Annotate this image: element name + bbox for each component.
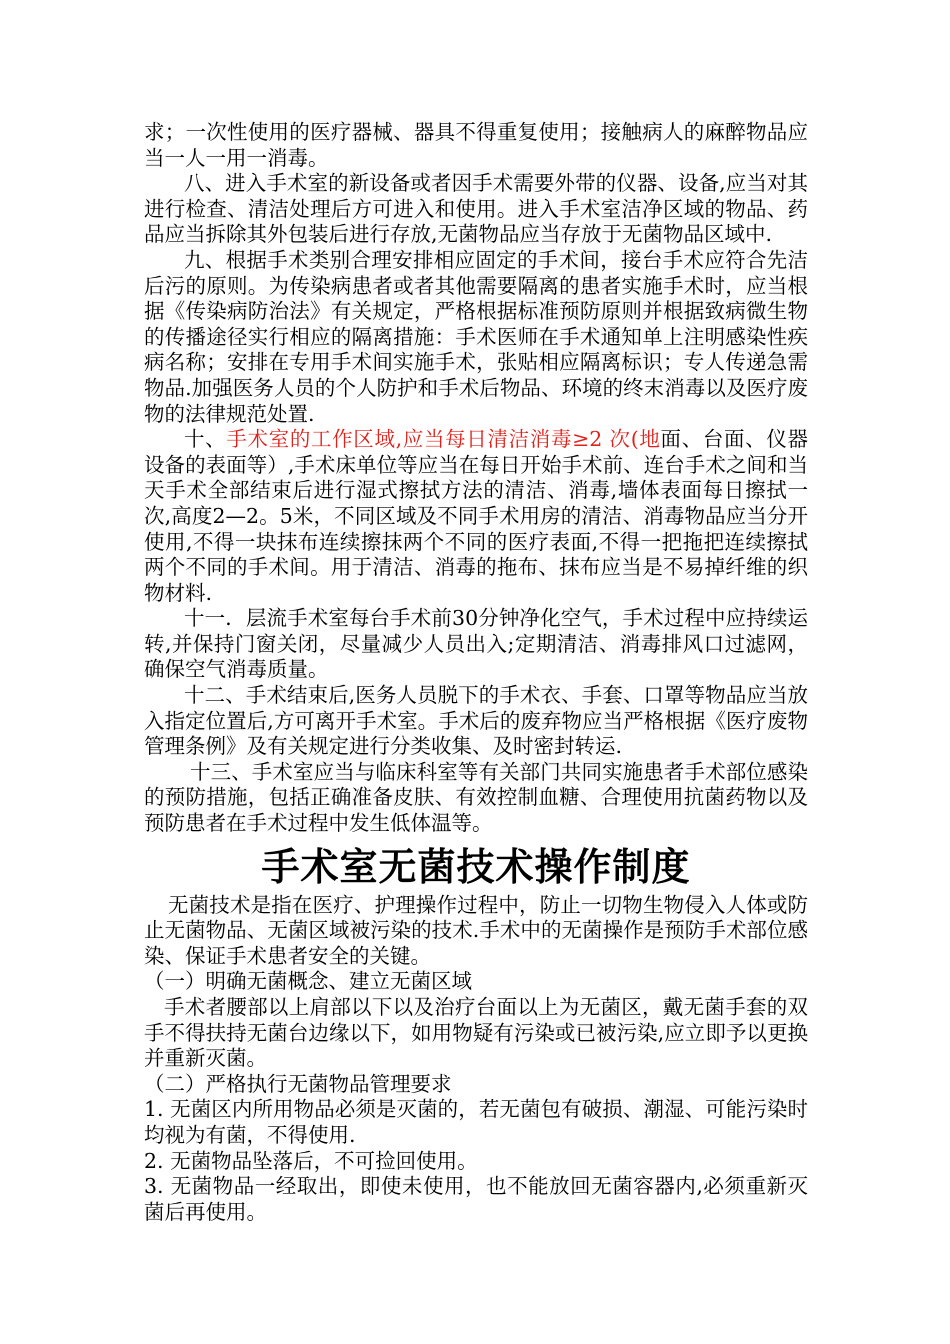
paragraph-10-prefix: 十、: [184, 427, 227, 452]
section-title: 手术室无菌技术操作制度: [261, 844, 691, 889]
list-item-2: 2. 无菌物品坠落后，不可捡回使用。: [144, 1148, 478, 1173]
intro-paragraph: 无菌技术是指在医疗、护理操作过程中，防止一切物生物侵入人体或防止无菌物品、无菌区域被污染的技术.手术中的无菌操作是预防手术部位感染、保证手术患者安全的关键。: [144, 892, 808, 968]
subheading-2: （二）严格执行无菌物品管理要求: [144, 1071, 452, 1096]
list-item-1: 1. 无菌区内所用物品必须是灭菌的，若无菌包有破损、潮湿、可能污染时均视为有菌，不得使用.: [144, 1097, 808, 1147]
subheading-1-body: 手术者腰部以上肩部以下以及治疗台面以上为无菌区，戴无菌手套的双手不得扶持无菌台边缘以下，如用物疑有污染或已被污染,应立即予以更换并重新灭菌。: [144, 995, 808, 1071]
paragraph-8: 八、进入手术室的新设备或者因手术需要外带的仪器、设备,应当对其进行检查、清洁处理后方可进入和使用。进入手术室洁净区域的物品、药品应当拆除其外包装后进行存放,无菌物品应当存放于无菌物品区域中.: [144, 171, 808, 247]
list-item-3: 3. 无菌物品一经取出，即使未使用，也不能放回无菌容器内,必须重新灭菌后再使用。: [144, 1174, 808, 1224]
paragraph-9: 九、根据手术类别合理安排相应固定的手术间，接台手术应符合先洁后污的原则。为传染病患者或者其他需要隔离的患者实施手术时，应当根据《传染病防治法》有关规定，严格根据标准预防原则并根据致病微生物的传播途径实行相应的隔离措施：手术医师在手术通知单上注明感染性疾病名称；安排在专用手术间实施手术，张贴相应隔离标识；专人传递急需物品.加强医务人员的个人防护和手术后物品、环境的终末消毒以及医疗废物的法律规范处置.: [144, 247, 808, 426]
subheading-1: （一）明确无菌概念、建立无菌区域: [144, 969, 472, 994]
paragraph-13: 十三、手术室应当与临床科室等有关部门共同实施患者手术部位感染的预防措施，包括正确准备皮肤、有效控制血糖、合理使用抗菌药物以及预防患者在手术过程中发生低体温等。: [144, 759, 808, 836]
paragraph-continued: 求；一次性使用的医疗器械、器具不得重复使用；接触病人的麻醉物品应当一人一用一消毒。: [144, 120, 808, 170]
paragraph-10-rest: 面、台面、仪器设备的表面等）,手术床单位等应当在每日开始手术前、连台手术之间和当天手术全部结束后进行湿式擦拭方法的清洁、消毒,墙体表面每日擦拭一次,高度2—2。5米，不同区域及不同手术用房的清洁、消毒物品应当分开使用,不得一块抹布连续擦抹两个不同的医疗表面,不得一把拖把连续擦拭两个不同的手术间。用于清洁、消毒的拖布、抹布应当是不易掉纤维的织物材料.: [144, 427, 809, 605]
paragraph-10: [144, 427, 808, 606]
paragraph-12: 十二、手术结束后,医务人员脱下的手术衣、手套、口罩等物品应当放入指定位置后,方可离开手术室。手术后的废弃物应当严格根据《医疗废物管理条例》及有关规定进行分类收集、及时密封转运.: [144, 683, 808, 759]
document-page: [144, 120, 808, 1225]
paragraph-11: 十一．层流手术室每台手术前30分钟净化空气，手术过程中应持续运转,并保持门窗关闭，尽量减少人员出入;定期清洁、消毒排风口过滤网，确保空气消毒质量。: [144, 606, 808, 682]
paragraph-10-highlight: 手术室的工作区域,应当每日清洁消毒≥2 次(地: [226, 427, 661, 452]
